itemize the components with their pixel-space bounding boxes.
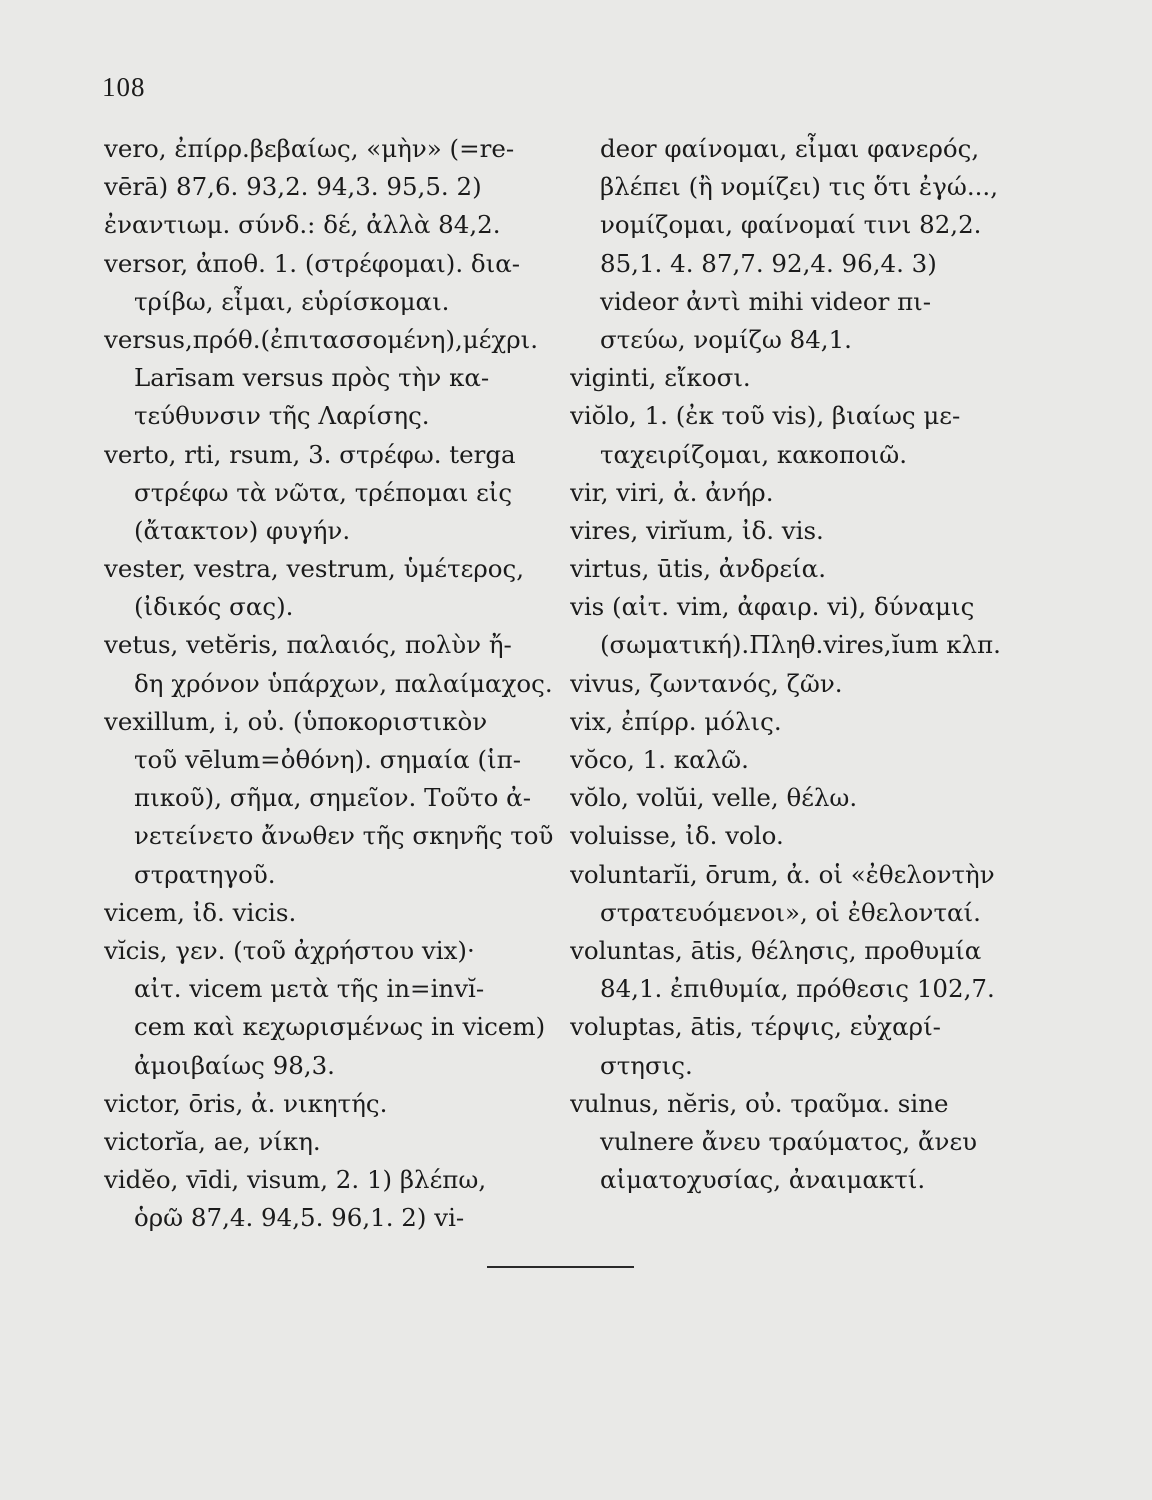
dictionary-line: victor, ōris, ἀ. νικητής. [104, 1088, 388, 1118]
dictionary-line: στρέφω τὰ νῶτα, τρέπομαι εἰς [134, 477, 513, 507]
dictionary-line: viginti, εἴκοσι. [570, 363, 751, 393]
dictionary-line: vĭcis, γεν. (τοῦ ἀχρήστου vix)· [104, 935, 475, 965]
dictionary-line: αἰτ. vicem μετὰ τῆς in=invĭ- [134, 974, 485, 1004]
dictionary-line: ταχειρίζομαι, κακοποιῶ. [600, 439, 908, 469]
dictionary-line: 85,1. 4. 87,7. 92,4. 96,4. 3) [600, 248, 937, 278]
dictionary-line: vetus, vetĕris, παλαιός, πολὺν ἤ- [104, 630, 512, 660]
dictionary-line: voluntarĭi, ōrum, ἀ. οἱ «ἐθελοντὴν [570, 859, 995, 889]
dictionary-line: στεύω, νομίζω 84,1. [600, 324, 852, 354]
dictionary-line: voluptas, ātis, τέρψις, εὐχαρί- [570, 1012, 941, 1042]
dictionary-line: vis (αἰτ. vim, ἀφαιρ. vi), δύναμις [570, 592, 975, 622]
dictionary-line: vulnere ἄνευ τραύματος, ἄνευ [600, 1126, 978, 1156]
dictionary-line: vires, virĭum, ἰδ. vis. [570, 515, 824, 545]
dictionary-line: vŏco, 1. καλῶ. [570, 745, 749, 774]
dictionary-line: vivus, ζωντανός, ζῶν. [570, 668, 843, 698]
dictionary-line: vix, ἐπίρρ. μόλις. [570, 706, 782, 736]
dictionary-line: versus,πρόθ.(ἐπιτασσομένη),μέχρι. [104, 324, 539, 354]
dictionary-line: vicem, ἰδ. vicis. [104, 897, 297, 927]
dictionary-line: βλέπει (ἢ νομίζει) τις ὅτι ἐγώ..., [600, 172, 998, 202]
dictionary-line: versor, ἀποθ. 1. (στρέφομαι). δια- [104, 248, 521, 278]
dictionary-line: νομίζομαι, φαίνομαί τινι 82,2. [600, 210, 982, 240]
dictionary-line: verto, rti, rsum, 3. στρέφω. terga [104, 439, 516, 469]
dictionary-line: πικοῦ), σῆμα, σημεῖον. Τοῦτο ἀ- [134, 783, 531, 813]
dictionary-line: cem καὶ κεχωρισμένως in vicem) [134, 1012, 546, 1042]
dictionary-line: vir, viri, ἀ. ἀνήρ. [570, 477, 774, 507]
dictionary-line: ἀμοιβαίως 98,3. [134, 1050, 335, 1080]
dictionary-line: (ἰδικός σας). [134, 592, 294, 622]
dictionary-line: 84,1. ἐπιθυμία, πρόθεσις 102,7. [600, 974, 995, 1004]
dictionary-line: αἱματοχυσίας, ἀναιμακτί. [600, 1165, 926, 1195]
dictionary-line: νετείνετο ἄνωθεν τῆς σκηνῆς τοῦ [134, 821, 554, 851]
dictionary-line: τρίβω, εἶμαι, εὑρίσκομαι. [134, 286, 450, 316]
dictionary-line: voluisse, ἰδ. volo. [570, 821, 784, 851]
dictionary-line: virtus, ūtis, ἀνδρεία. [570, 554, 826, 584]
dictionary-line: victorĭa, ae, νίκη. [104, 1126, 321, 1156]
dictionary-line: τεύθυνσιν τῆς Λαρίσης. [134, 401, 430, 431]
left-column [104, 130, 569, 1237]
dictionary-line: vexillum, i, οὐ. (ὑποκοριστικὸν [104, 706, 488, 736]
dictionary-line: voluntas, ātis, θέλησις, προθυμία [570, 935, 982, 965]
dictionary-line: ἐναντιωμ. σύνδ.: δέ, ἀλλὰ 84,2. [104, 210, 501, 240]
dictionary-line: τοῦ vēlum=ὀθόνη). σημαία (ἱπ- [134, 745, 522, 774]
dictionary-line: vidĕo, vīdi, visum, 2. 1) βλέπω, [104, 1165, 487, 1195]
dictionary-line: στρατηγοῦ. [134, 859, 276, 889]
dictionary-line: δη χρόνον ὑπάρχων, παλαίμαχος. [134, 668, 553, 698]
dictionary-line: vērā) 87,6. 93,2. 94,3. 95,5. 2) [104, 172, 482, 202]
dictionary-line: vulnus, nĕris, οὐ. τραῦμα. sine [570, 1088, 949, 1118]
dictionary-line: Larīsam versus πρὸς τὴν κα- [134, 363, 490, 393]
right-column [570, 130, 1070, 1199]
dictionary-line: vester, vestra, vestrum, ὑμέτερος, [104, 554, 524, 584]
dictionary-line: viŏlo, 1. (ἐκ τοῦ vis), βιαίως με- [570, 401, 961, 431]
dictionary-line: (σωματική).Πληθ.vires,ĭum κλπ. [600, 630, 1001, 660]
dictionary-line: στρατευόμενοι», οἱ ἐθελονταί. [600, 897, 981, 927]
dictionary-line: (ἄτακτον) φυγήν. [134, 515, 351, 545]
dictionary-line: vero, ἐπίρρ.βεβαίως, «μὴν» (=re- [104, 134, 515, 163]
page-number: 108 [102, 72, 146, 102]
dictionary-line: στησις. [600, 1050, 693, 1080]
end-rule [487, 1266, 634, 1268]
dictionary-line: videor ἀντὶ mihi videor πι- [600, 286, 932, 316]
dictionary-line: deor φαίνομαι, εἶμαι φανερός, [600, 134, 980, 163]
dictionary-line: vŏlo, volŭi, velle, θέλω. [570, 783, 858, 813]
dictionary-line: ὁρῶ 87,4. 94,5. 96,1. 2) vi- [134, 1203, 465, 1233]
